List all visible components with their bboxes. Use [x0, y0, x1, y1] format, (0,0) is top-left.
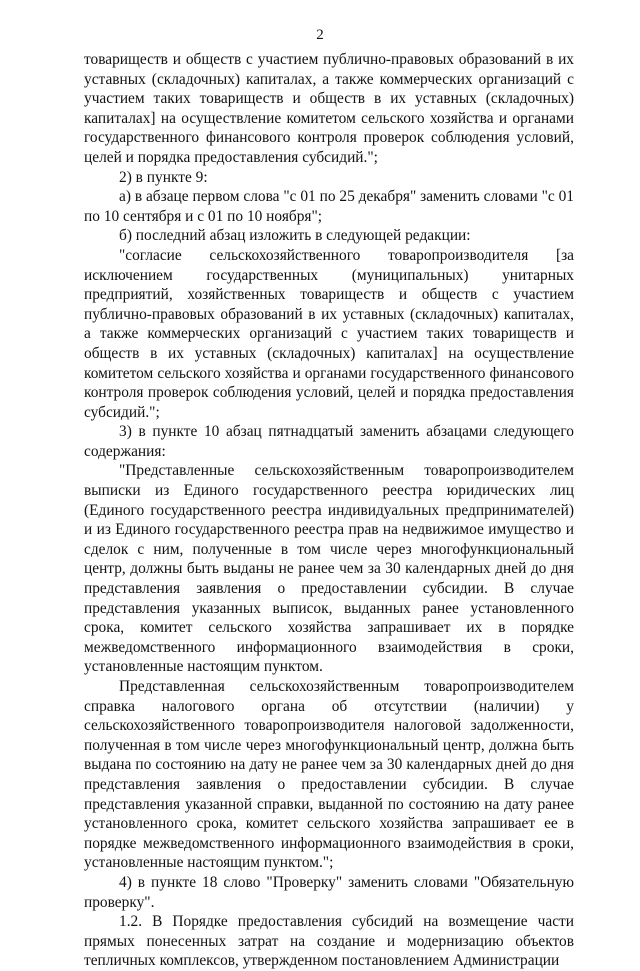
- paragraph-quoted-tax-certificate: Представленная сельскохозяйственным товаропроизводителем справка налогового органа об отсутствии (наличии) у сельскохозяйственного товаропроизводителя налоговой задолженности, полученная в том числе через многофункциональный центр, должна быть выдана по состоянию на дату не ранее чем за 30 календарных дней до дня представления заявления о предоставлении субсидии. В случае представления указанной справки, выданной по состоянию на дату ранее установленного срока, комитет сельского хозяйства запрашивает ее в порядке межведомственного информационного взаимодействия в сроки, установленные настоящим пунктом.";: [84, 678, 574, 872]
- paragraph-quoted-extracts: "Представленные сельскохозяйственным товаропроизводителем выписки из Единого государственного реестра юридических лиц (Единого государственного реестра индивидуальных предпринимателей) и из Единого государственного реестра прав на недвижимое имущество и сделок с ним, полученные в том числе через многофункциональный центр, должны быть выданы не ранее чем за 30 календарных дней до дня представления заявления о предоставлении субсидии. В случае представления указанных выписок, выданных ранее установленного срока, комитет сельского хозяйства запрашивает их в порядке межведомственного информационного взаимодействия в сроки, установленные настоящим пунктом.: [84, 462, 574, 676]
- paragraph-item-2: 2) в пункте 9:: [119, 168, 208, 186]
- paragraph-section-1-2: 1.2. В Порядке предоставления субсидий на возмещение части прямых понесенных затрат на создание и модернизацию объектов тепличных комплексов, утвержденном постановлением Администрации: [84, 913, 574, 970]
- paragraph-item-3: 3) в пункте 10 абзац пятнадцатый заменить абзацами следующего содержания:: [84, 423, 574, 460]
- paragraph-quoted-consent: "согласие сельскохозяйственного товаропроизводителя [за исключением государственных (муниципальных) унитарных предприятий, хозяйственных товариществ и обществ с участием публично-правовых образований в их уставных (складочных) капиталах, а также коммерческих организаций с участием таких товариществ и обществ в их уставных (складочных) капиталах] на осуществление комитетом сельского хозяйства и органами государственного финансового контроля проверок соблюдения условий, целей и порядка предоставления субсидий.";: [84, 246, 574, 421]
- paragraph-item-4: 4) в пункте 18 слово "Проверку" заменить словами "Обязательную проверку".: [84, 873, 574, 911]
- page-number: 2: [316, 27, 324, 43]
- paragraph-item-2b: б) последний абзац изложить в следующей редакции:: [119, 227, 471, 245]
- paragraph-item-2a: а) в абзаце первом слова "с 01 по 25 декабря" заменить словами "с 01 по 10 сентября и с 01 по 10 ноября";: [84, 188, 574, 225]
- paragraph-continuation: товариществ и обществ с участием публично-правовых образований в их уставных (складочных) капиталах, а также коммерческих организаций с участием таких товариществ и обществ в их уставных (складочных) капиталах] на осуществление комитетом сельского хозяйства и органами государственного финансового контроля проверок соблюдения условий, целей и порядка предоставления субсидий.";: [84, 51, 574, 166]
- document-body: [84, 50, 574, 971]
